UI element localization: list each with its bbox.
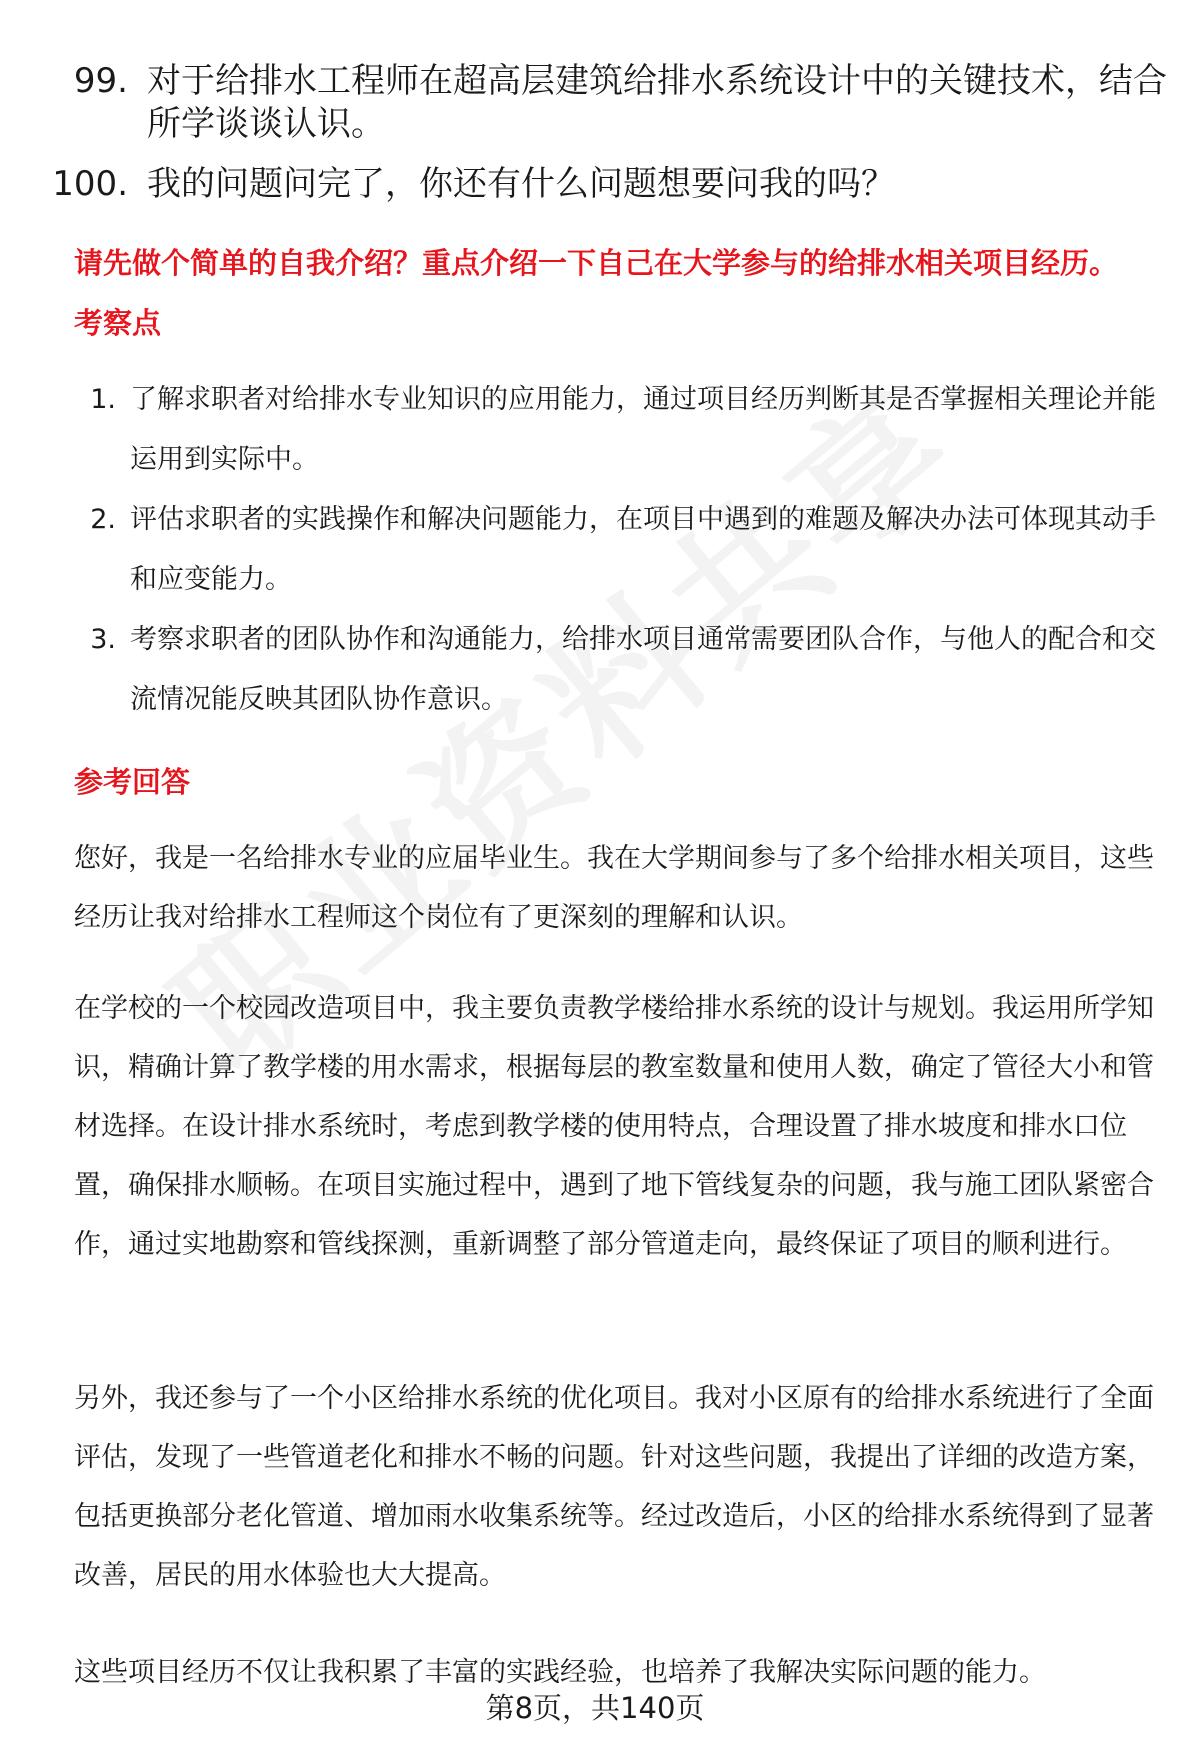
answer-paragraph: 这些项目经历不仅让我积累了丰富的实践经验，也培养了我解决实际问题的能力。 [74,1657,1046,1688]
list-item-number: 1. [90,384,116,415]
question-text: 对于给排水工程师在超高层建筑给排水系统设计中的关键技术，结合所学谈谈认识。 [147,61,1167,144]
answer-paragraph: 您好，我是一名给排水专业的应届毕业生。我在大学期间参与了多个给排水相关项目，这些经历让我对给排水工程师这个岗位有了更深刻的理解和认识。 [74,843,1154,933]
answer-paragraph: 在学校的一个校园改造项目中，我主要负责教学楼给排水系统的设计与规划。我运用所学知识，精确计算了教学楼的用水需求，根据每层的教室数量和使用人数，确定了管径大小和管材选择。在设计排水系统时，考虑到教学楼的使用特点，合理设置了排水坡度和排水口位置，确保排水顺畅。在项目实施过程中，遇到了地下管线复杂的问题，我与施工团队紧密合作，通过实地勘察和管线探测，重新调整了部分管道走向，最终保证了项目的顺利进行。 [74,993,1154,1260]
list-item-number: 2. [90,504,116,535]
list-item [74,490,1164,610]
question-item [18,163,1178,208]
list-item-text: 了解求职者对给排水专业知识的应用能力，通过项目经历判断其是否掌握相关理论并能运用到实际中。 [130,384,1156,475]
question-item [18,60,1178,150]
list-item-text: 评估求职者的实践操作和解决问题能力，在项目中遇到的难题及解决办法可体现其动手和应变能力。 [130,504,1156,595]
list-item-text: 考察求职者的团队协作和沟通能力，给排水项目通常需要团队合作，与他人的配合和交流情况能反映其团队协作意识。 [130,624,1156,715]
interview-question-heading: 请先做个简单的自我介绍？重点介绍一下自己在大学参与的给排水相关项目经历。 [74,246,1119,280]
page-footer: 第8页，共140页 [485,1691,705,1725]
list-item-number: 3. [90,624,116,655]
kaocha-heading: 考察点 [74,306,162,340]
question-text: 我的问题问完了，你还有什么问题想要问我的吗？ [147,164,895,204]
list-item [74,370,1164,490]
answer-heading: 参考回答 [74,765,191,799]
question-number: 99. [73,61,128,101]
answer-paragraph: 另外，我还参与了一个小区给排水系统的优化项目。我对小区原有的给排水系统进行了全面评估，发现了一些管道老化和排水不畅的问题。针对这些问题，我提出了详细的改造方案，包括更换部分老化管道、增加雨水收集系统等。经过改造后，小区的给排水系统得到了显著改善，居民的用水体验也大大提高。 [74,1383,1154,1591]
list-item [74,610,1164,730]
question-number: 100. [52,164,128,204]
